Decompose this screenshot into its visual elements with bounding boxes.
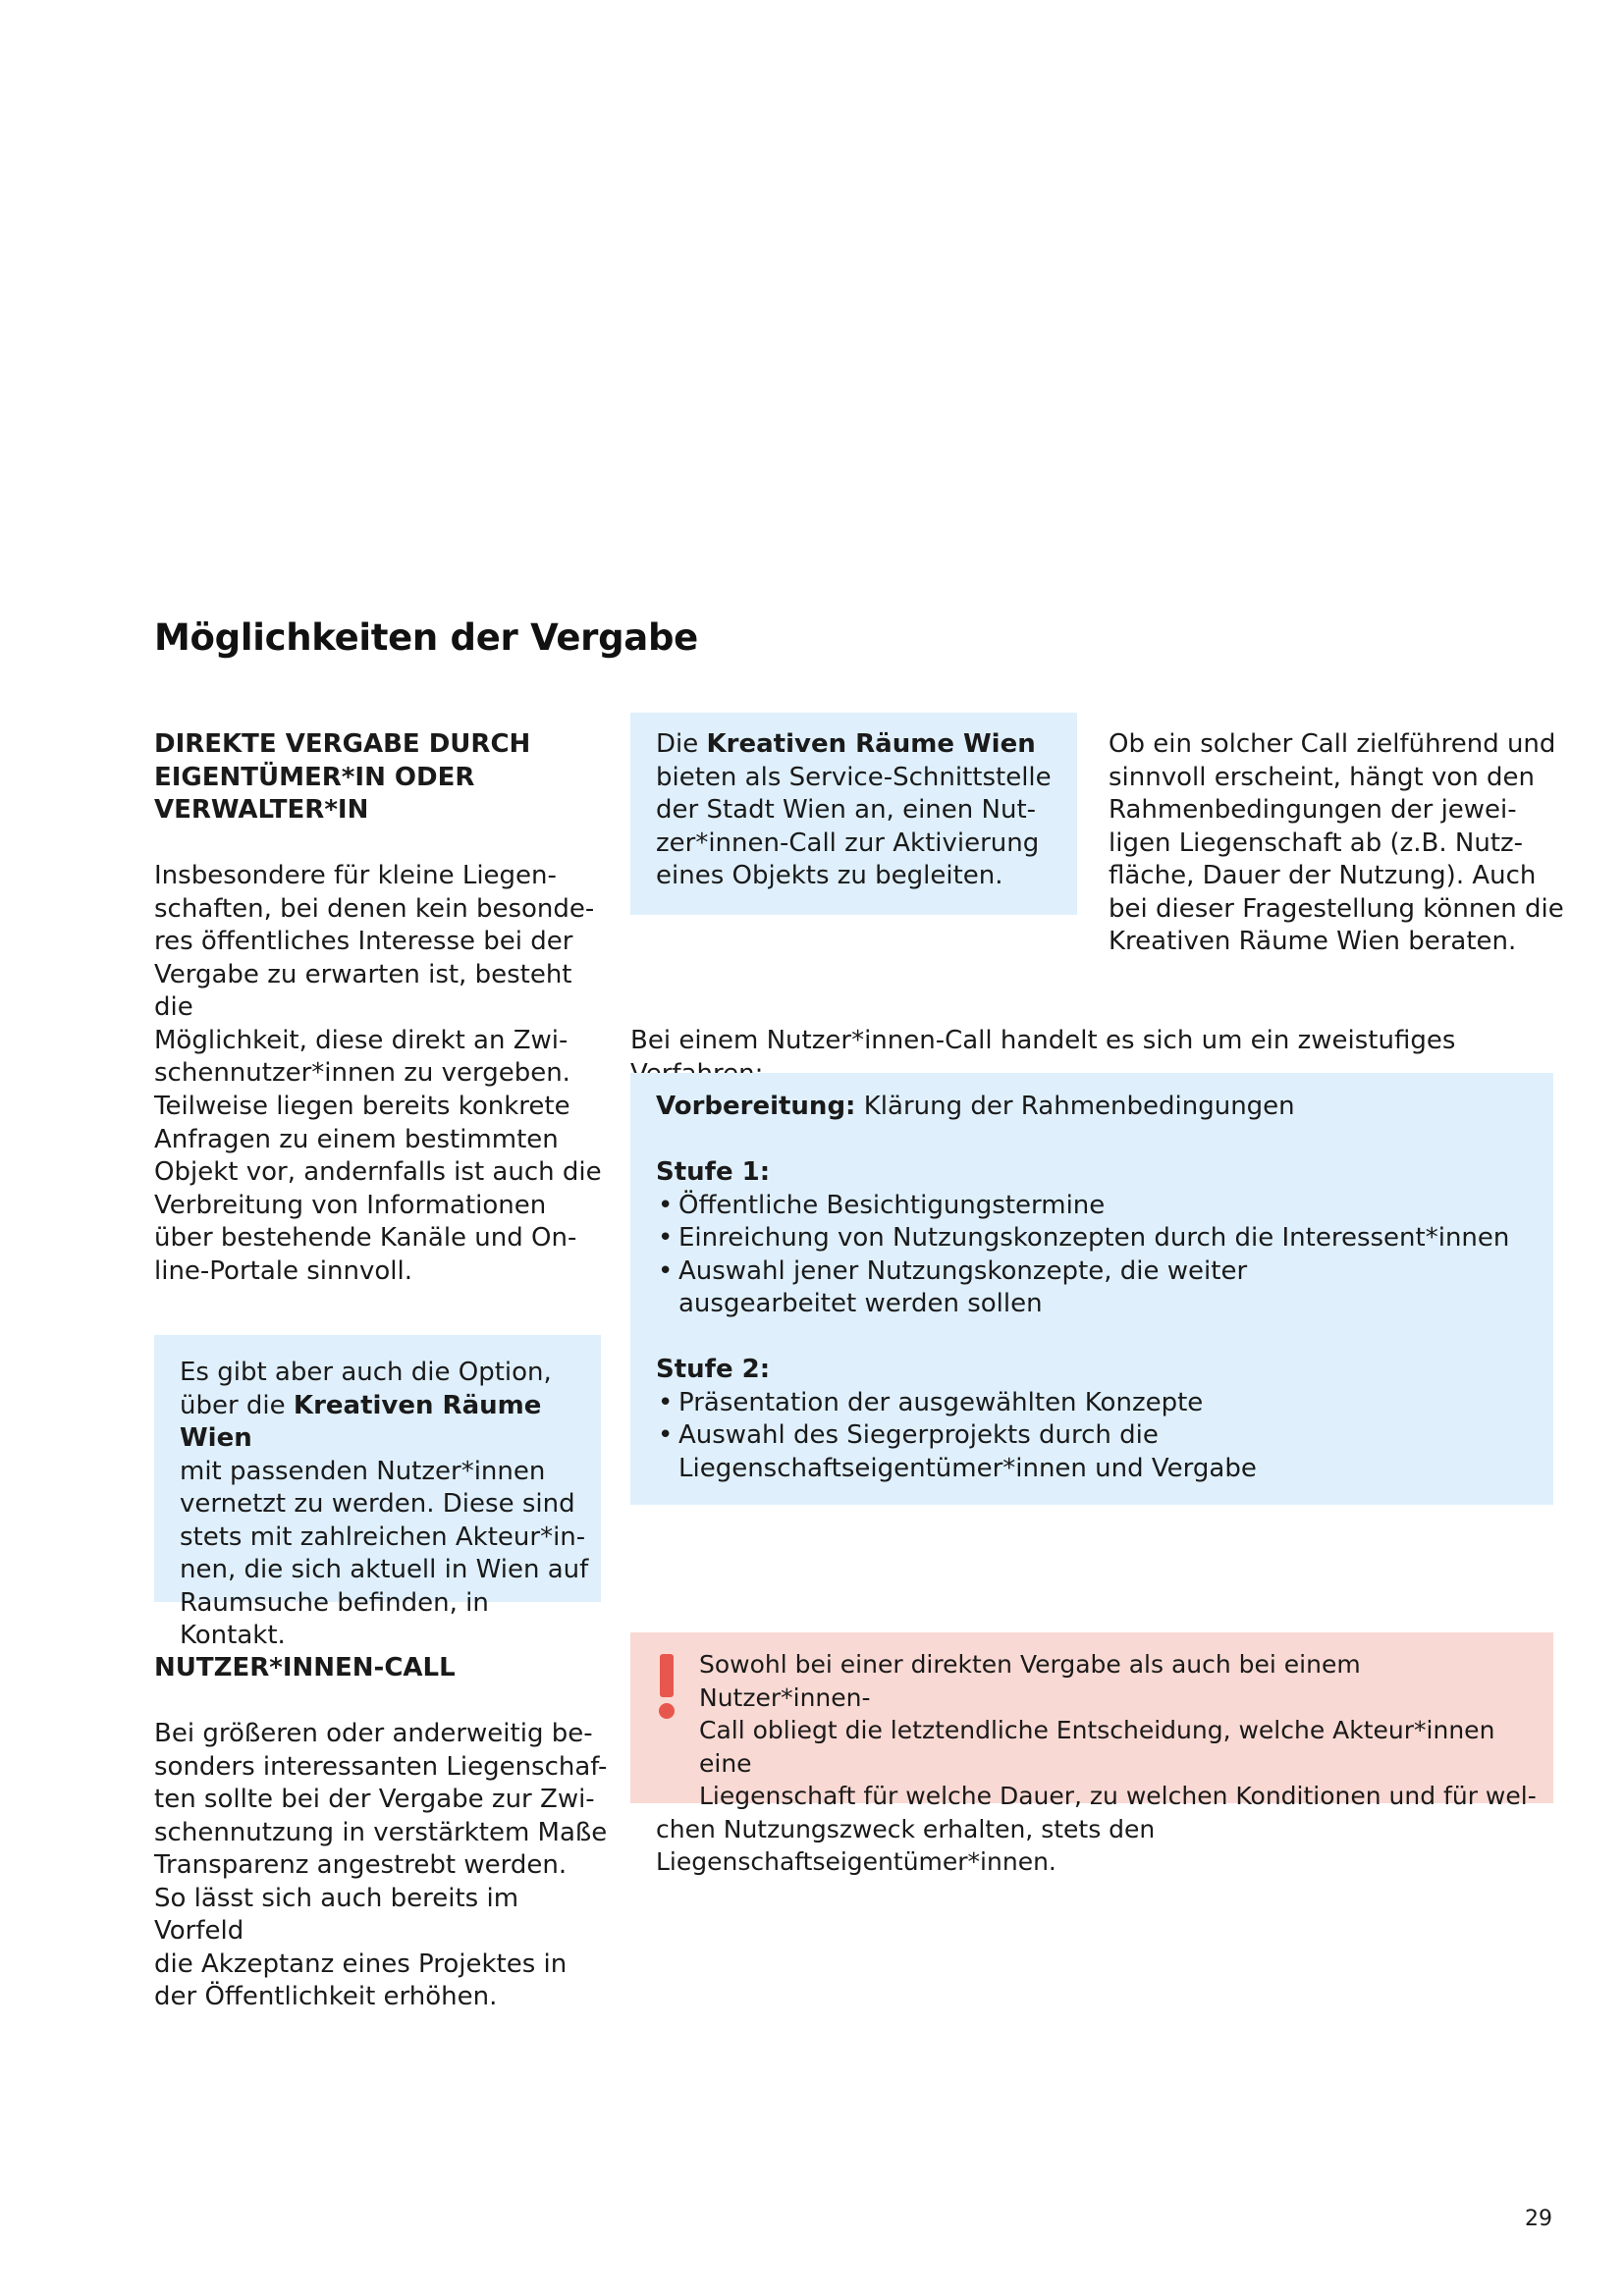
direct-allocation-paragraph-2: Teilweise liegen bereits konkrete Anfragen zu einem bestimmten Objekt vor, andernfalls ist auch die Verbreitung von Informationen über bestehende Kanäle und On- line-Portale sinnvoll. [154, 1092, 602, 1286]
page-title: Möglichkeiten der Vergabe [154, 616, 698, 659]
user-call-paragraph: Bei größeren oder anderweitig be- sonders interessanten Liegenschaf- ten sollte bei der Vergabe zur Zwi- schennutzung in verstärktem Maße Transparenz angestrebt werden. So lässt sich auch bereits im Vorfeld die Akzeptanz eines Projektes in der Öffentlichkeit erhöhen. [154, 1719, 608, 2011]
user-call-heading: NUTZER*INNEN-CALL [154, 1653, 456, 1682]
direct-allocation-heading: DIREKTE VERGABE DURCH EIGENTÜMER*IN ODER VERWALTER*IN [154, 729, 531, 825]
procedure-box [630, 1073, 1553, 1505]
page-number: 29 [1525, 2207, 1552, 2231]
stage-1-list [656, 1190, 1534, 1321]
notice-text: Sowohl bei einer direkten Vergabe als auch bei einem Nutzer*innen- Call obliegt die letztendliche Entscheidung, welche Akteur*innen eine Liegenschaft für welche Dauer, zu welchen Konditionen und für wel- chen Nutzungszweck erhalten, stets den Liegenschaftseigentümer*innen. [656, 1650, 1537, 1876]
kreative-raeume-name: Kreativen Räume Wien [706, 729, 1036, 759]
procedure-intro: Bei einem Nutzer*innen-Call handelt es sich um ein zweistufiges [630, 1026, 1456, 1055]
stage-1-label: Stufe 1: [656, 1157, 771, 1187]
list-item: • Öffentliche Besichtigungstermine [656, 1190, 1534, 1223]
option-info-box: Es gibt aber auch die Option, über die Kreativen Räume Wien mit passenden Nutzer*innen vernetzt zu werden. Diese sind stets mit zahlreichen Akteur*in- nen, die sich aktuell in Wien auf Raumsuche befinden, in Kontakt. [154, 1335, 601, 1602]
direct-allocation-paragraph-1: Insbesondere für kleine Liegen- schaften, bei denen kein besonde- res öffentliches Interesse bei der Vergabe zu erwarten ist, besteht die Möglichkeit, diese direkt an Zwi- schennutzer*innen zu vergeben. [154, 861, 595, 1088]
call-suitability-paragraph: Ob ein solcher Call zielführend und sinnvoll erscheint, hängt von den Rahmenbedingungen der jewei- ligen Liegenschaft ab (z.B. Nutz- fläche, Dauer der Nutzung). Auch bei dieser Fragestellung können die Kreativen Räume Wien beraten. [1109, 729, 1564, 956]
list-item: • Einreichung von Nutzungskonzepten durch die Interessent*innen [656, 1222, 1534, 1255]
kreative-raeume-name: Kreativen Räume Wien [180, 1390, 542, 1453]
list-item: • Auswahl jener Nutzungskonzepte, die weiter ausgearbeitet werden sollen [656, 1255, 1405, 1321]
service-info-box: Die Kreativen Räume Wien bieten als Service-Schnittstelle der Stadt Wien an, einen Nut- zer*innen-Call zur Aktivierung eines Objekts zu begleiten. [630, 713, 1077, 915]
list-item: • Präsentation der ausgewählten Konzepte [656, 1387, 1534, 1420]
stage-2-label: Stufe 2: [656, 1355, 771, 1384]
stage-2-list [656, 1387, 1534, 1486]
notice-box [630, 1632, 1553, 1876]
preparation-line: Vorbereitung: Klärung der Rahmenbedingungen [656, 1092, 1295, 1121]
list-item: • Auswahl des Siegerprojekts durch die Liegenschaftseigentümer*innen und Vergabe [656, 1419, 1562, 1485]
